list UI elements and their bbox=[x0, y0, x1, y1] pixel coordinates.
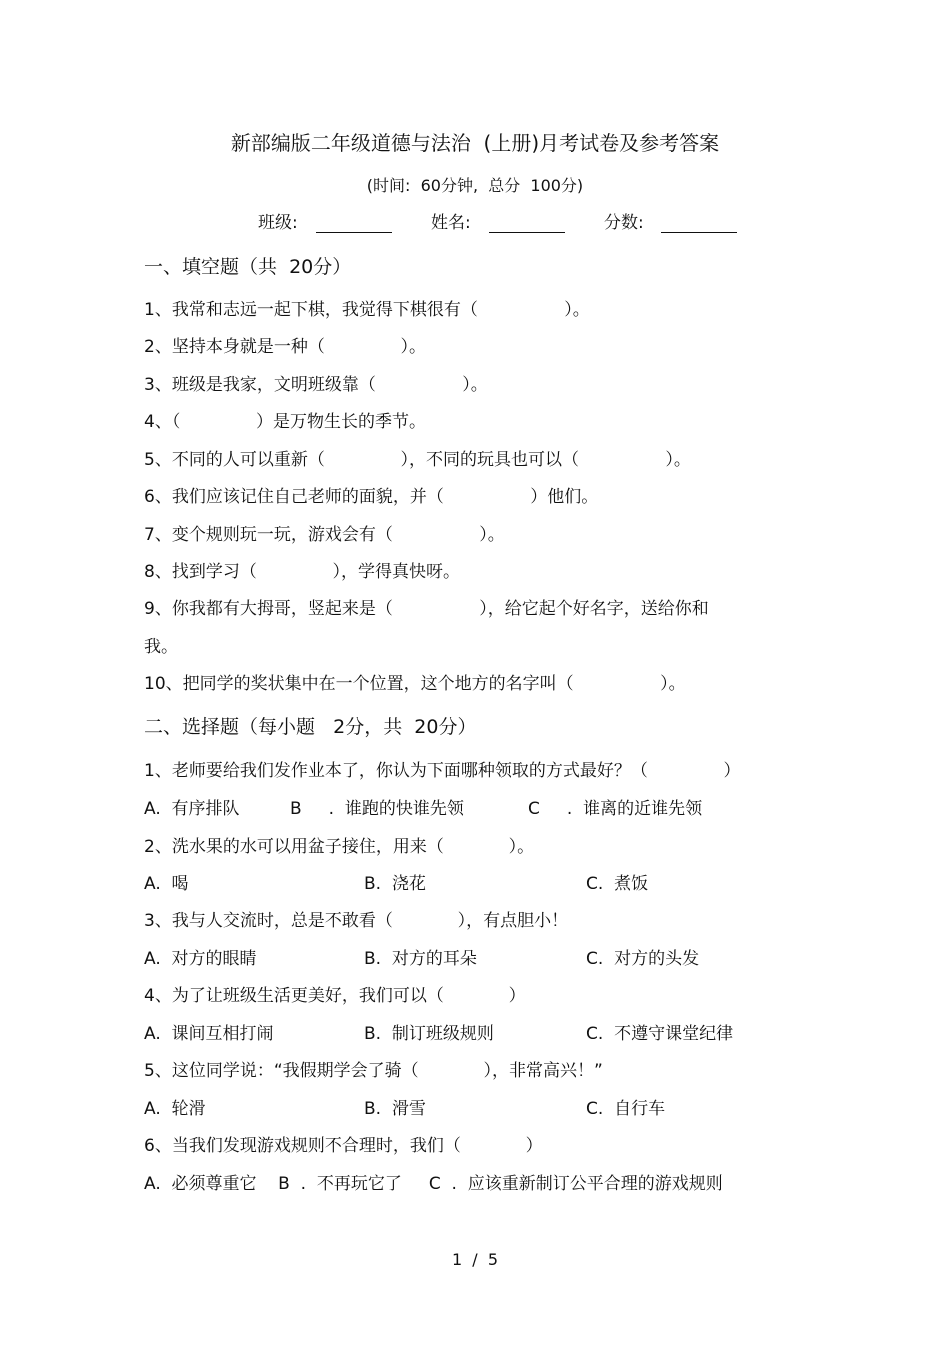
section-heading-fill-in: 一、填空题（共 20分） bbox=[144, 256, 352, 278]
fill-question-8: 8、找到学习（ ），学得真快呀。 bbox=[144, 562, 460, 582]
fill-question-1: 1、我常和志远一起下棋，我觉得下棋很有（ ）。 bbox=[144, 300, 590, 320]
choice-5-option-a[interactable]: A. 轮滑 bbox=[144, 1099, 206, 1119]
fill-question-5: 5、不同的人可以重新（ ），不同的玩具也可以（ ）。 bbox=[144, 450, 691, 470]
class-blank[interactable] bbox=[316, 232, 392, 233]
fill-question-9: 9、你我都有大拇哥，竖起来是（ ），给它起个好名字，送给你和 bbox=[144, 599, 709, 619]
name-label: 姓名: bbox=[431, 213, 471, 233]
fill-question-10: 10、把同学的奖状集中在一个位置，这个地方的名字叫（ ）。 bbox=[144, 674, 686, 694]
score-label: 分数: bbox=[604, 213, 644, 233]
choice-4-option-c[interactable]: C. 不遵守课堂纪律 bbox=[586, 1024, 734, 1044]
fill-question-4: 4、（ ）是万物生长的季节。 bbox=[144, 412, 426, 432]
fill-question-9-cont: 我。 bbox=[144, 637, 178, 657]
choice-3-option-c[interactable]: C. 对方的头发 bbox=[586, 949, 700, 969]
choice-question-2: 2、洗水果的水可以用盆子接住，用来（ ）。 bbox=[144, 837, 535, 857]
exam-time-info: (时间: 60分钟, 总分 100分) bbox=[366, 176, 584, 195]
choice-6-options[interactable]: A. 必须尊重它 B . 不再玩它了 C . 应该重新制订公平合理的游戏规则 bbox=[144, 1174, 723, 1194]
choice-3-option-a[interactable]: A. 对方的眼睛 bbox=[144, 949, 257, 969]
section-heading-choice: 二、选择题（每小题 2分，共 20分） bbox=[144, 716, 477, 738]
choice-2-option-b[interactable]: B. 浇花 bbox=[364, 874, 426, 894]
page-title: 新部编版二年级道德与法治 (上册)月考试卷及参考答案 bbox=[230, 131, 720, 155]
choice-3-option-b[interactable]: B. 对方的耳朵 bbox=[364, 949, 477, 969]
class-label: 班级: bbox=[258, 213, 298, 233]
choice-question-6: 6、当我们发现游戏规则不合理时，我们（ ） bbox=[144, 1136, 543, 1156]
choice-question-1: 1、老师要给我们发作业本了，你认为下面哪种领取的方式最好？（ ） bbox=[144, 761, 741, 781]
choice-5-option-b[interactable]: B. 滑雪 bbox=[364, 1099, 426, 1119]
fill-question-2: 2、坚持本身就是一种（ ）。 bbox=[144, 337, 426, 357]
choice-1-option-c[interactable]: C . 谁离的近谁先领 bbox=[528, 799, 703, 819]
choice-question-3: 3、我与人交流时，总是不敢看（ ），有点胆小！ bbox=[144, 911, 569, 931]
fill-question-3: 3、班级是我家，文明班级靠（ ）。 bbox=[144, 375, 488, 395]
choice-2-option-a[interactable]: A. 喝 bbox=[144, 874, 189, 894]
choice-question-5: 5、这位同学说：“我假期学会了骑（ ），非常高兴！” bbox=[144, 1061, 603, 1081]
fill-question-6: 6、我们应该记住自己老师的面貌，并（ ）他们。 bbox=[144, 487, 599, 507]
choice-5-option-c[interactable]: C. 自行车 bbox=[586, 1099, 666, 1119]
name-blank[interactable] bbox=[489, 232, 565, 233]
choice-question-4: 4、为了让班级生活更美好，我们可以（ ） bbox=[144, 986, 526, 1006]
choice-4-option-a[interactable]: A. 课间互相打闹 bbox=[144, 1024, 274, 1044]
choice-1-option-a[interactable]: A. 有序排队 bbox=[144, 799, 240, 819]
fill-question-7: 7、变个规则玩一玩，游戏会有（ ）。 bbox=[144, 525, 505, 545]
score-blank[interactable] bbox=[661, 232, 737, 233]
choice-2-option-c[interactable]: C. 煮饭 bbox=[586, 874, 649, 894]
page-number: 1 / 5 bbox=[451, 1250, 499, 1269]
choice-1-option-b[interactable]: B . 谁跑的快谁先领 bbox=[290, 799, 464, 819]
choice-4-option-b[interactable]: B. 制订班级规则 bbox=[364, 1024, 494, 1044]
